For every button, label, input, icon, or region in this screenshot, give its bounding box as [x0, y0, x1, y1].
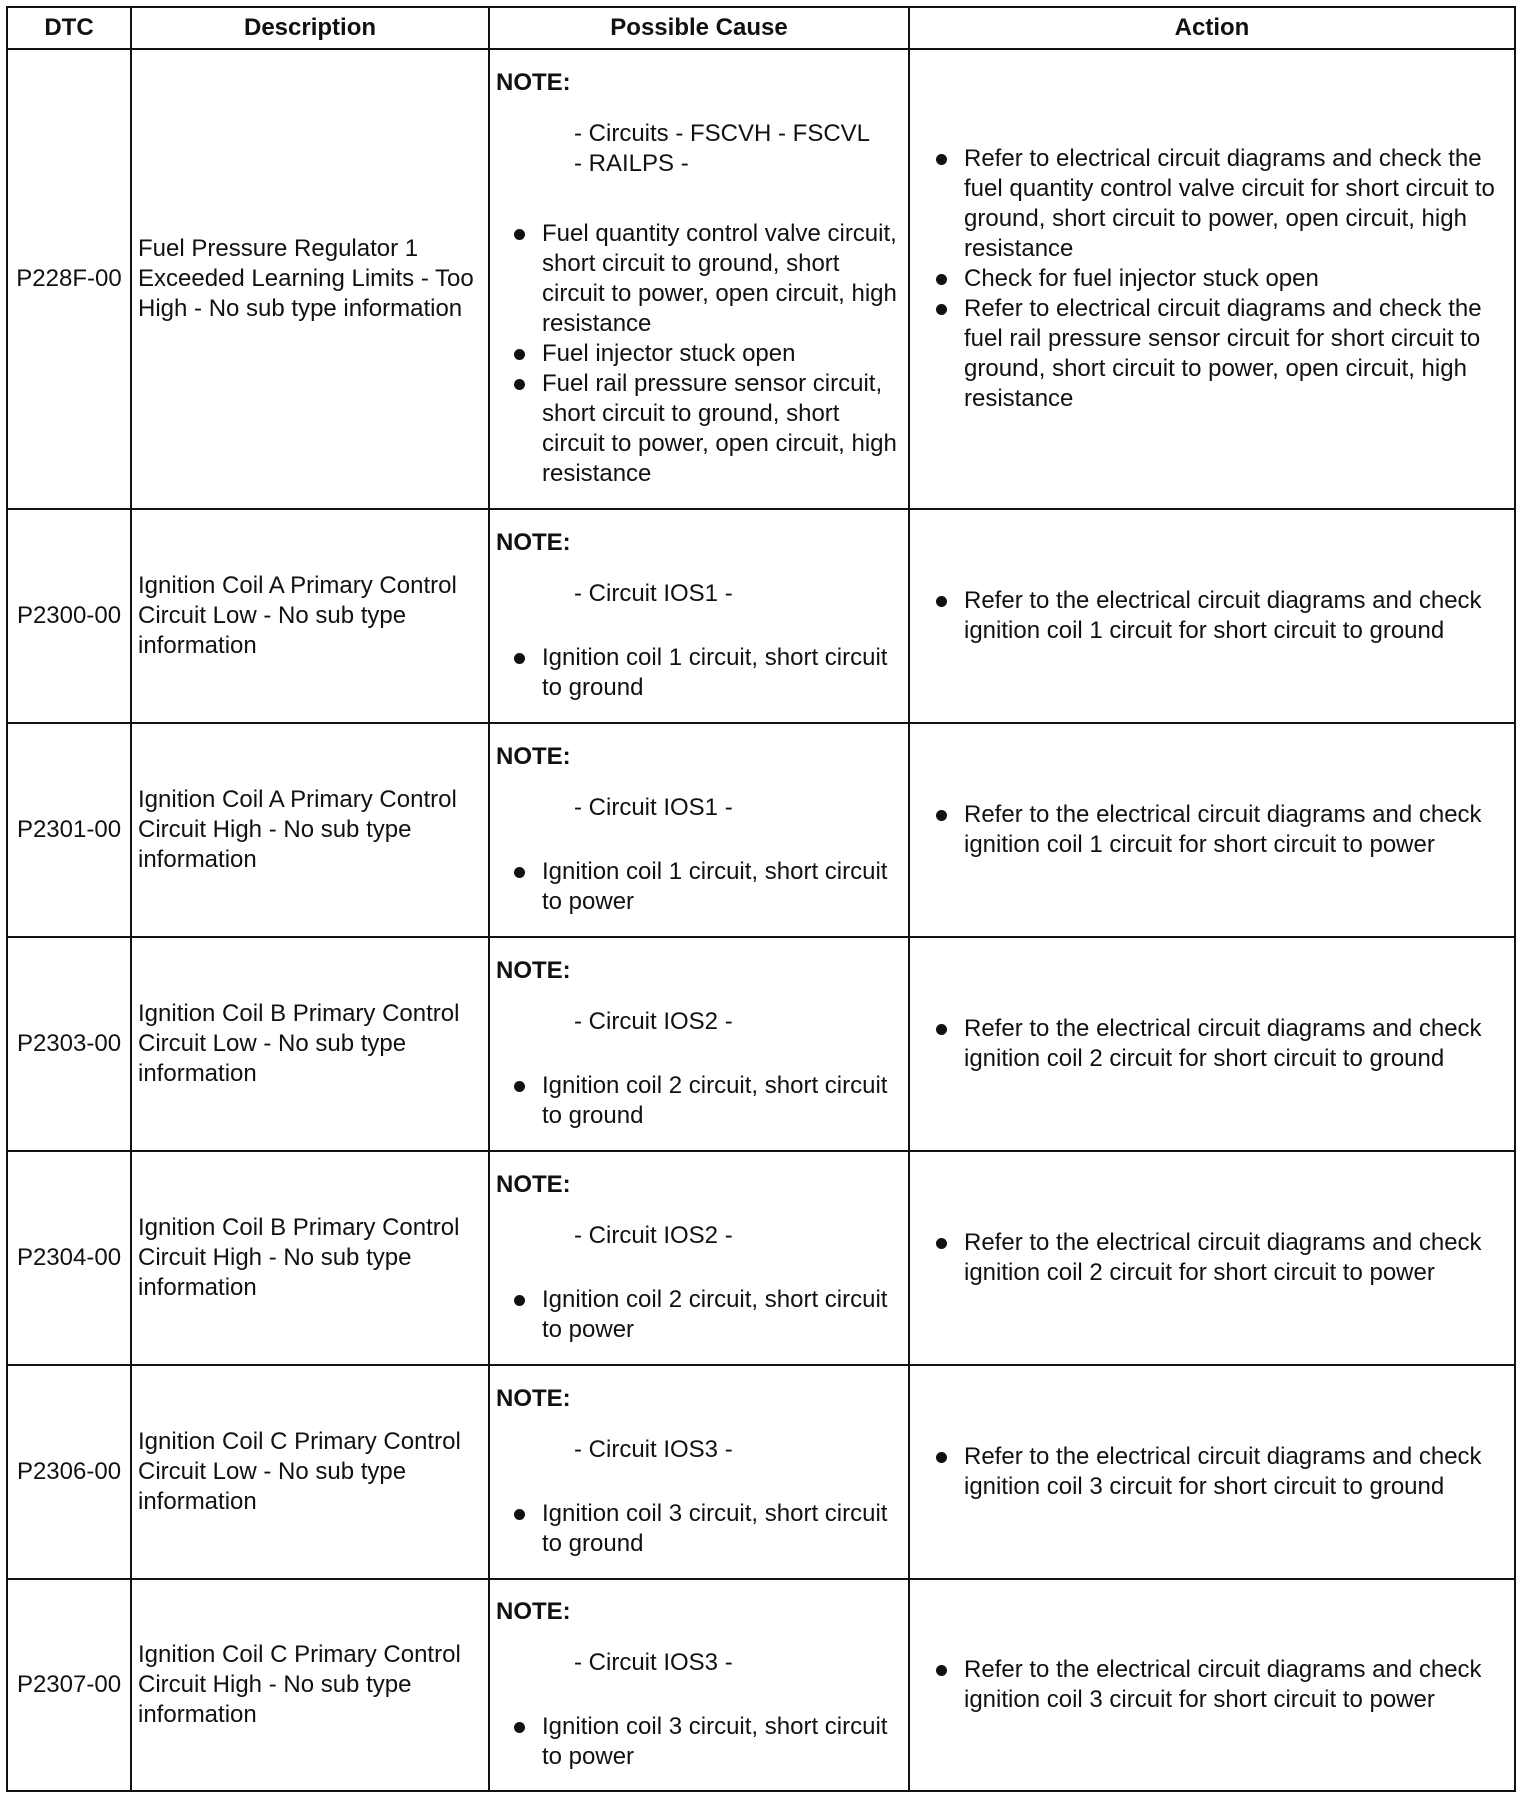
dtc-description: Ignition Coil A Primary Control Circuit High - No sub type information [131, 723, 489, 937]
table-row [7, 49, 1515, 509]
note-label: NOTE: [496, 957, 571, 984]
action-list [932, 800, 1508, 860]
action-cell [909, 937, 1515, 1151]
cause-item: Ignition coil 3 circuit, short circuit to ground [510, 1499, 902, 1559]
circuit-list [496, 1007, 902, 1037]
action-item: Check for fuel injector stuck open [932, 264, 1508, 294]
action-list [932, 1228, 1508, 1288]
possible-cause-cell [489, 723, 909, 937]
action-cell [909, 723, 1515, 937]
cause-item: Ignition coil 1 circuit, short circuit to power [510, 857, 902, 917]
dtc-description: Ignition Coil B Primary Control Circuit Low - No sub type information [131, 937, 489, 1151]
circuit-list [496, 793, 902, 823]
dtc-code: P2301-00 [7, 723, 131, 937]
cause-list [496, 857, 902, 917]
dtc-code: P228F-00 [7, 49, 131, 509]
dtc-code: P2306-00 [7, 1365, 131, 1579]
circuit-list [496, 1435, 902, 1465]
action-cell [909, 1151, 1515, 1365]
possible-cause-cell [489, 509, 909, 723]
circuit-list [496, 1648, 902, 1678]
cause-item: Fuel quantity control valve circuit, short circuit to ground, short circuit to power, open circuit, high resistance [510, 219, 902, 339]
action-item: Refer to the electrical circuit diagrams and check ignition coil 1 circuit for short circuit to ground [932, 586, 1508, 646]
note-label: NOTE: [496, 529, 571, 556]
dtc-code: P2304-00 [7, 1151, 131, 1365]
circuit-line: - Circuit IOS3 - [574, 1436, 733, 1463]
note-label: NOTE: [496, 743, 571, 770]
circuit-list [496, 579, 902, 609]
cause-list [496, 1712, 902, 1772]
table-row [7, 509, 1515, 723]
dtc-code: P2307-00 [7, 1579, 131, 1791]
note-label: NOTE: [496, 1171, 571, 1198]
cause-item: Ignition coil 1 circuit, short circuit to ground [510, 643, 902, 703]
dtc-table [6, 6, 1516, 1792]
cause-item: Fuel injector stuck open [510, 339, 902, 369]
cause-item: Fuel rail pressure sensor circuit, short circuit to ground, short circuit to power, open circuit, high resistance [510, 369, 902, 489]
possible-cause-cell [489, 937, 909, 1151]
action-item: Refer to electrical circuit diagrams and check the fuel rail pressure sensor circuit for short circuit to ground, short circuit to power, open circuit, high resistance [932, 294, 1508, 414]
circuit-line: - Circuit IOS1 - [574, 794, 733, 821]
table-row [7, 1365, 1515, 1579]
action-item: Refer to electrical circuit diagrams and check the fuel quantity control valve circuit for short circuit to ground, short circuit to power, open circuit, high resistance [932, 144, 1508, 264]
circuit-line: - Circuit IOS3 - [574, 1649, 733, 1676]
header-action: Action [909, 7, 1515, 49]
cause-list [496, 643, 902, 703]
table-row [7, 1579, 1515, 1791]
dtc-description: Ignition Coil C Primary Control Circuit Low - No sub type information [131, 1365, 489, 1579]
possible-cause-cell [489, 1365, 909, 1579]
action-item: Refer to the electrical circuit diagrams and check ignition coil 3 circuit for short circuit to power [932, 1655, 1508, 1715]
action-list [932, 1014, 1508, 1074]
cause-item: Ignition coil 2 circuit, short circuit to ground [510, 1071, 902, 1131]
action-item: Refer to the electrical circuit diagrams and check ignition coil 1 circuit for short circuit to power [932, 800, 1508, 860]
cause-item: Ignition coil 3 circuit, short circuit to power [510, 1712, 902, 1772]
note-label: NOTE: [496, 69, 571, 96]
circuit-line: - Circuits - FSCVH - FSCVL [574, 120, 871, 147]
note-label: NOTE: [496, 1598, 571, 1625]
table-row [7, 1151, 1515, 1365]
cause-list [496, 219, 902, 489]
cause-list [496, 1499, 902, 1559]
circuit-line: - RAILPS - [574, 150, 689, 177]
circuit-list [496, 119, 902, 179]
dtc-code: P2300-00 [7, 509, 131, 723]
dtc-description: Ignition Coil B Primary Control Circuit High - No sub type information [131, 1151, 489, 1365]
cause-list [496, 1285, 902, 1345]
action-item: Refer to the electrical circuit diagrams and check ignition coil 2 circuit for short circuit to ground [932, 1014, 1508, 1074]
table-row [7, 937, 1515, 1151]
table-row [7, 723, 1515, 937]
dtc-description: Ignition Coil A Primary Control Circuit Low - No sub type information [131, 509, 489, 723]
header-row [7, 7, 1515, 49]
circuit-line: - Circuit IOS1 - [574, 580, 733, 607]
action-list [932, 1655, 1508, 1715]
header-possible-cause: Possible Cause [489, 7, 909, 49]
action-list [932, 144, 1508, 414]
cause-list [496, 1071, 902, 1131]
action-cell [909, 49, 1515, 509]
possible-cause-cell [489, 1151, 909, 1365]
action-list [932, 586, 1508, 646]
circuit-list [496, 1221, 902, 1251]
circuit-line: - Circuit IOS2 - [574, 1008, 733, 1035]
action-item: Refer to the electrical circuit diagrams and check ignition coil 3 circuit for short circuit to ground [932, 1442, 1508, 1502]
header-description: Description [131, 7, 489, 49]
action-list [932, 1442, 1508, 1502]
action-cell [909, 1579, 1515, 1791]
dtc-description: Fuel Pressure Regulator 1 Exceeded Learning Limits - Too High - No sub type information [131, 49, 489, 509]
dtc-description: Ignition Coil C Primary Control Circuit High - No sub type information [131, 1579, 489, 1791]
dtc-code: P2303-00 [7, 937, 131, 1151]
note-label: NOTE: [496, 1385, 571, 1412]
header-dtc: DTC [7, 7, 131, 49]
cause-item: Ignition coil 2 circuit, short circuit to power [510, 1285, 902, 1345]
action-item: Refer to the electrical circuit diagrams and check ignition coil 2 circuit for short circuit to power [932, 1228, 1508, 1288]
possible-cause-cell [489, 1579, 909, 1791]
action-cell [909, 1365, 1515, 1579]
circuit-line: - Circuit IOS2 - [574, 1222, 733, 1249]
possible-cause-cell [489, 49, 909, 509]
action-cell [909, 509, 1515, 723]
